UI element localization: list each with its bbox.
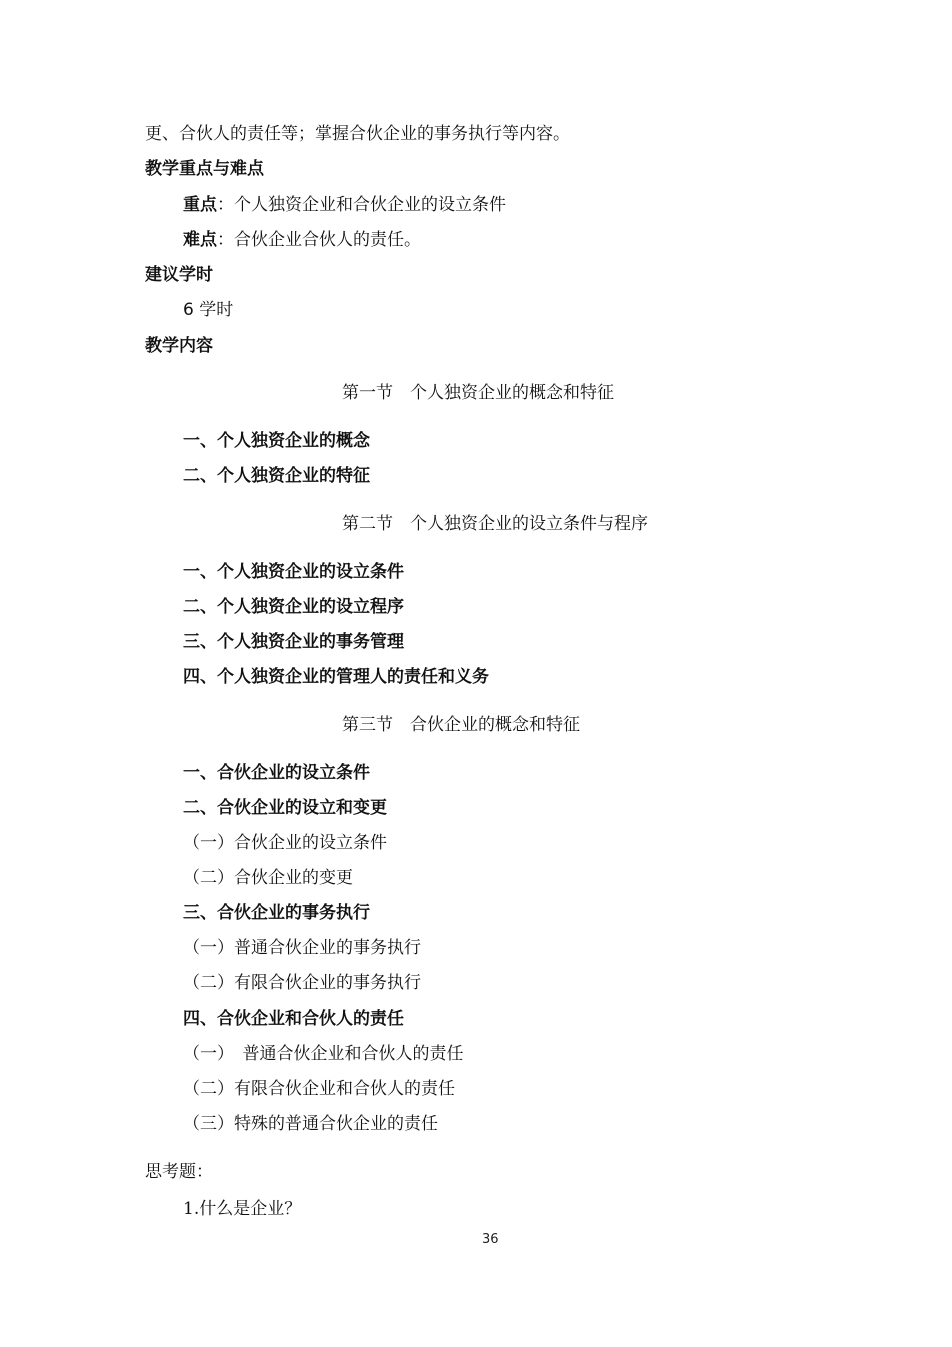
key-point-label: 重点 xyxy=(183,195,217,215)
questions-heading: 思考题： xyxy=(145,1162,213,1182)
section-item: 一、合伙企业的设立条件 xyxy=(183,763,370,783)
hours-value: 6 学时 xyxy=(183,300,234,320)
section-item: 四、合伙企业和合伙人的责任 xyxy=(183,1009,404,1029)
content-heading: 教学内容 xyxy=(145,336,213,356)
section-title: 第二节 个人独资企业的设立条件与程序 xyxy=(342,514,648,534)
question-item: 1.什么是企业？ xyxy=(183,1199,302,1219)
section-item: 三、个人独资企业的事务管理 xyxy=(183,632,404,652)
section-title: 第一节 个人独资企业的概念和特征 xyxy=(342,383,614,403)
section-item: 二、合伙企业的设立和变更 xyxy=(183,798,387,818)
difficult-point xyxy=(183,229,421,251)
sub-item: （一）普通合伙企业的事务执行 xyxy=(183,938,421,958)
sub-item: （一）合伙企业的设立条件 xyxy=(183,833,387,853)
hours-heading: 建议学时 xyxy=(145,265,213,285)
focus-heading: 教学重点与难点 xyxy=(145,159,264,179)
sub-item: （二）有限合伙企业的事务执行 xyxy=(183,973,421,993)
key-point-text: ：个人独资企业和合伙企业的设立条件 xyxy=(217,195,506,215)
section-item: 二、个人独资企业的设立程序 xyxy=(183,597,404,617)
difficult-point-label: 难点 xyxy=(183,230,217,250)
difficult-point-text: ：合伙企业合伙人的责任。 xyxy=(217,230,421,250)
intro-tail-text: 更、合伙人的责任等；掌握合伙企业的事务执行等内容。 xyxy=(145,124,570,144)
section-title: 第三节 合伙企业的概念和特征 xyxy=(342,715,580,735)
section-item: 三、合伙企业的事务执行 xyxy=(183,903,370,923)
sub-item: （三）特殊的普通合伙企业的责任 xyxy=(183,1114,438,1134)
sub-item: （一） 普通合伙企业和合伙人的责任 xyxy=(183,1044,464,1064)
section-item: 一、个人独资企业的概念 xyxy=(183,431,370,451)
key-point xyxy=(183,194,506,216)
section-item: 四、个人独资企业的管理人的责任和义务 xyxy=(183,667,489,687)
sub-item: （二）合伙企业的变更 xyxy=(183,868,353,888)
page-number: 36 xyxy=(482,1232,499,1247)
section-item: 二、个人独资企业的特征 xyxy=(183,466,370,486)
section-item: 一、个人独资企业的设立条件 xyxy=(183,562,404,582)
sub-item: （二）有限合伙企业和合伙人的责任 xyxy=(183,1079,455,1099)
